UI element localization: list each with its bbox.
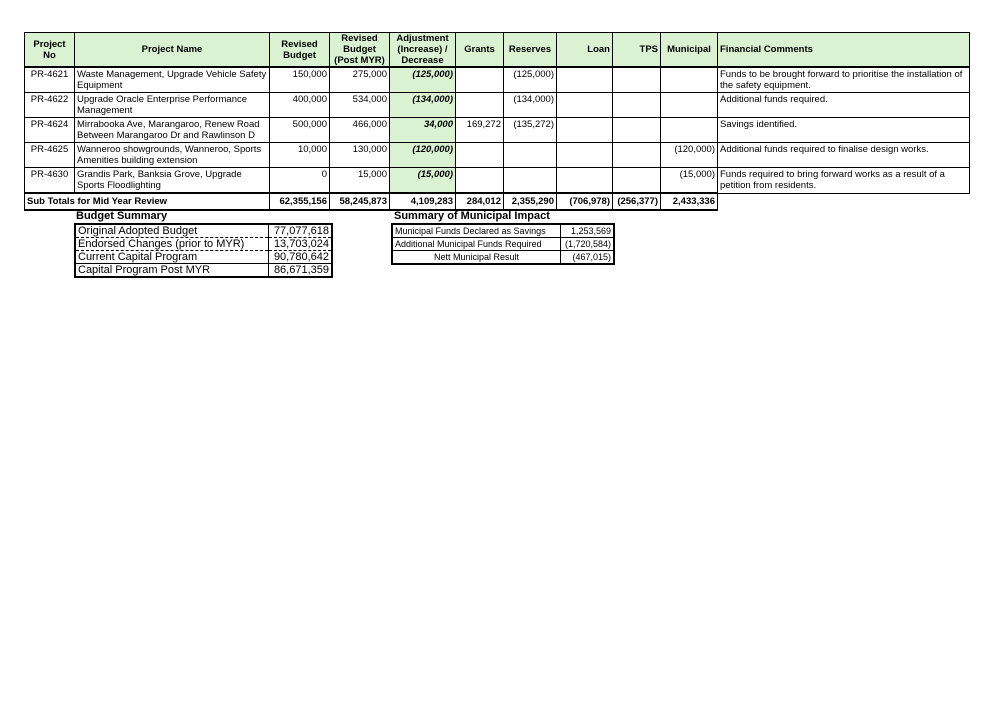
cell-post-myr: 130,000 [330,143,390,168]
municipal-impact-label: Additional Municipal Funds Required [392,238,561,251]
cell-tps [613,168,661,194]
cell-financial-comment: Funds required to bring forward works as a result of a petition from residents. [718,168,970,194]
budget-summary-value: 86,671,359 [269,264,333,278]
cell-tps [613,143,661,168]
subtotal-tps: (256,377) [613,193,661,210]
cell-project-name: Mirrabooka Ave, Marangaroo, Renew Road Between Marangaroo Dr and Rawlinson D [75,118,270,143]
cell-adjustment: (15,000) [390,168,456,194]
cell-project-no: PR-4624 [25,118,75,143]
cell-post-myr: 15,000 [330,168,390,194]
header-loan: Loan [557,33,613,68]
subtotal-revised-budget: 62,355,156 [270,193,330,210]
header-project-name: Project Name [75,33,270,68]
cell-post-myr: 466,000 [330,118,390,143]
table-row [25,93,970,118]
budget-summary-label: Capital Program Post MYR [75,264,269,278]
budget-summary-label: Endorsed Changes (prior to MYR) [75,238,269,251]
municipal-impact-row [392,224,614,238]
budget-summary-value: 90,780,642 [269,251,333,264]
budget-summary-label: Original Adopted Budget [75,224,269,238]
cell-municipal [661,67,718,93]
cell-reserves [504,143,557,168]
header-municipal: Municipal [661,33,718,68]
cell-revised-budget: 150,000 [270,67,330,93]
cell-project-no: PR-4621 [25,67,75,93]
subtotal-row [25,193,970,210]
municipal-impact-label: Municipal Funds Declared as Savings [392,224,561,238]
municipal-impact-value: 1,253,569 [561,224,615,238]
table-row [25,67,970,93]
cell-revised-budget: 10,000 [270,143,330,168]
budget-summary-row [75,264,332,278]
cell-grants [456,93,504,118]
cell-reserves: (125,000) [504,67,557,93]
cell-municipal: (120,000) [661,143,718,168]
budget-summary-row [75,238,332,251]
cell-tps [613,67,661,93]
cell-adjustment: (125,000) [390,67,456,93]
municipal-impact-table [391,223,615,265]
header-reserves: Reserves [504,33,557,68]
municipal-impact-title: Summary of Municipal Impact [394,210,550,222]
cell-loan [557,143,613,168]
cell-adjustment: (120,000) [390,143,456,168]
header-revised-budget-post-myr: Revised Budget (Post MYR) [330,33,390,68]
cell-revised-budget: 500,000 [270,118,330,143]
cell-project-name: Upgrade Oracle Enterprise Performance Management [75,93,270,118]
header-row [25,33,970,68]
cell-project-no: PR-4630 [25,168,75,194]
cell-adjustment: 34,000 [390,118,456,143]
budget-summary-table [74,223,333,278]
cell-municipal [661,118,718,143]
cell-tps [613,93,661,118]
cell-grants [456,168,504,194]
budget-summary-row [75,251,332,264]
header-financial-comments: Financial Comments [718,33,970,68]
cell-financial-comment: Savings identified. [718,118,970,143]
subtotal-reserves: 2,355,290 [504,193,557,210]
table-row [25,143,970,168]
budget-summary-label: Current Capital Program [75,251,269,264]
municipal-impact-row [392,251,614,265]
cell-grants [456,67,504,93]
header-revised-budget: Revised Budget [270,33,330,68]
subtotal-municipal: 2,433,336 [661,193,718,210]
mid-year-review-table [24,32,970,211]
header-tps: TPS [613,33,661,68]
cell-loan [557,93,613,118]
header-grants: Grants [456,33,504,68]
cell-tps [613,118,661,143]
cell-reserves: (135,272) [504,118,557,143]
cell-loan [557,118,613,143]
cell-loan [557,67,613,93]
header-adjustment: Adjustment (Increase) / Decrease [390,33,456,68]
municipal-impact-value: (467,015) [561,251,615,265]
municipal-impact-row [392,238,614,251]
cell-project-name: Grandis Park, Banksia Grove, Upgrade Sports Floodlighting [75,168,270,194]
subtotal-label: Sub Totals for Mid Year Review [25,193,270,210]
cell-revised-budget: 0 [270,168,330,194]
cell-project-no: PR-4625 [25,143,75,168]
cell-municipal [661,93,718,118]
budget-summary-value: 13,703,024 [269,238,333,251]
cell-reserves [504,168,557,194]
cell-financial-comment: Funds to be brought forward to prioritise the installation of the safety equipment. [718,67,970,93]
cell-financial-comment: Additional funds required. [718,93,970,118]
cell-post-myr: 275,000 [330,67,390,93]
budget-summary-value: 77,077,618 [269,224,333,238]
municipal-impact-label: Nett Municipal Result [392,251,561,265]
subtotal-post-myr: 58,245,873 [330,193,390,210]
budget-summary-row [75,224,332,238]
cell-grants [456,143,504,168]
table-row [25,168,970,194]
subtotal-adjustment: 4,109,283 [390,193,456,210]
cell-project-name: Wanneroo showgrounds, Wanneroo, Sports Amenities building extension [75,143,270,168]
cell-reserves: (134,000) [504,93,557,118]
cell-grants: 169,272 [456,118,504,143]
subtotal-loan: (706,978) [557,193,613,210]
municipal-impact-value: (1,720,584) [561,238,615,251]
cell-adjustment: (134,000) [390,93,456,118]
cell-revised-budget: 400,000 [270,93,330,118]
cell-post-myr: 534,000 [330,93,390,118]
cell-financial-comment: Additional funds required to finalise design works. [718,143,970,168]
cell-project-name: Waste Management, Upgrade Vehicle Safety Equipment [75,67,270,93]
budget-summary-title: Budget Summary [76,210,168,222]
cell-loan [557,168,613,194]
table-row [25,118,970,143]
header-project-no: Project No [25,33,75,68]
subtotal-empty [718,193,970,210]
cell-project-no: PR-4622 [25,93,75,118]
cell-municipal: (15,000) [661,168,718,194]
subtotal-grants: 284,012 [456,193,504,210]
